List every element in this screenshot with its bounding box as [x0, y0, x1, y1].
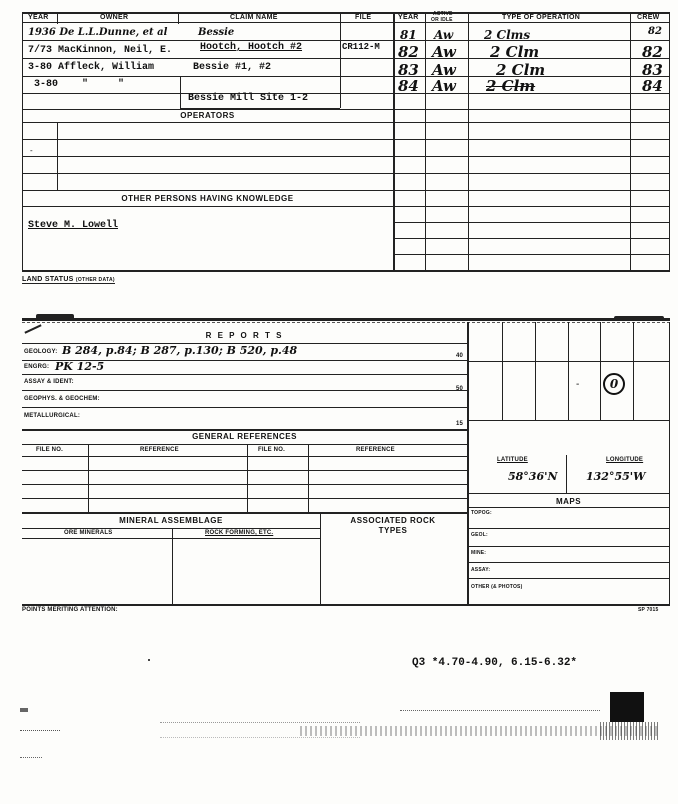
activity-row-3-status: Aw	[432, 61, 456, 79]
latitude-label: LATITUDE	[497, 457, 528, 463]
map-row-topog: TOPOG:	[471, 510, 492, 516]
general-references-label: GENERAL REFERENCES	[192, 432, 297, 441]
claim-row-4-owner: 3-80 " "	[34, 79, 125, 90]
header-crew: CREW	[637, 14, 660, 21]
activity-row-1-crew: 82	[648, 26, 662, 37]
document-page: YEAR OWNER CLAIM NAME FILE YEAR ACTIVE OR IDLE TYPE OF OPERATION CREW 1936 De L.L.Dunne, et al Bessie 7/73 MacKinnon, Neil, E. Hootch, Hootch #2 CR112-M 3-80 Affleck, William Bessie #1, #2 3-80 " " Bessie Mill Site 1-2 81 Aw 2 Clms 82 82 Aw 2 Clm 82 83 Aw 2 Clm 83 84 Aw 2 Clm 84 OPERATORS - OTHER PERSONS HAVING KNOWLEDGE Steve M. Lowell LAND STATUS (OTHER DATA) R E P O R T S GEOLOGY: B 284, p.84; B 287, p.130; B 520, p.48 40 ENGRG: PK 12-5 ASSAY & IDENT: 50 GEOPHYS. & GEOCHEM: METALLURGICAL: 15 GENERAL REFERENCES FILE NO. REFERENCE FILE NO. REFERENCE MINERAL ASSEMBLAGE ORE MINERALS ROCK FORMING, ETC. ASSOCIATED ROCK TYPES POINTS MERITING ATTENTION: SP 7015 - 0 LATITUDE LONGITUDE 58°36'N 132°55'W MAPS TOPOG: GEOL: MINE: ASSAY: OTHER (& PHOTOS) Q3 *4.70-4.90, 6.15-6.32*	[0, 0, 678, 804]
report-engrg-value: PK 12-5	[55, 360, 105, 373]
other-person-name: Steve M. Lowell	[28, 220, 119, 231]
claim-row-2-file: CR112-M	[342, 42, 380, 52]
header-active-idle-top: ACTIVE	[433, 11, 453, 17]
gr-header-file-no-1: FILE NO.	[36, 447, 63, 453]
activity-row-1-year: 81	[400, 28, 417, 42]
activity-row-2-operation: 2 Clm	[490, 43, 540, 61]
longitude-value: 132°55'W	[586, 470, 646, 483]
ore-minerals-label: ORE MINERALS	[64, 530, 113, 536]
report-geology-label: GEOLOGY:	[24, 349, 58, 355]
report-metallurgical-num: 15	[456, 421, 464, 427]
gr-header-reference-2: REFERENCE	[356, 447, 395, 453]
activity-row-3-operation: 2 Clm	[496, 61, 546, 79]
activity-row-2-status: Aw	[432, 43, 456, 61]
grid-dash-mark: -	[576, 379, 580, 390]
reports-title: R E P O R T S	[205, 331, 284, 340]
land-status-sub: (OTHER DATA)	[75, 277, 115, 283]
gr-header-file-no-2: FILE NO.	[258, 447, 285, 453]
report-geophys-label: GEOPHYS. & GEOCHEM:	[24, 396, 100, 402]
activity-row-1-status: Aw	[434, 28, 454, 42]
header-year: YEAR	[28, 14, 49, 21]
longitude-label: LONGITUDE	[606, 457, 644, 463]
activity-row-4-operation: 2 Clm	[486, 77, 536, 95]
points-meriting-attention-label: POINTS MERITING ATTENTION:	[22, 607, 118, 613]
header-year-2: YEAR	[398, 14, 419, 21]
claim-row-1-name: Bessie	[198, 27, 235, 38]
footer-note: Q3 *4.70-4.90, 6.15-6.32*	[412, 657, 578, 669]
report-geology-num: 40	[456, 353, 464, 359]
claim-row-1-owner: 1936 De L.L.Dunne, et al	[28, 27, 168, 38]
claim-row-3-owner: 3-80 Affleck, William	[28, 62, 155, 73]
activity-row-4-crew: 84	[642, 77, 663, 95]
claim-row-3-name: Bessie #1, #2	[193, 62, 272, 73]
associated-rock-types-label: ASSOCIATED ROCK TYPES	[350, 516, 436, 535]
activity-row-2-year: 82	[398, 43, 419, 61]
activity-row-3-year: 83	[398, 61, 419, 79]
map-row-geol: GEOL:	[471, 532, 488, 538]
claim-row-2-owner: 7/73 MacKinnon, Neil, E.	[28, 45, 173, 56]
other-persons-label: OTHER PERSONS HAVING KNOWLEDGE	[121, 194, 294, 203]
activity-row-3-crew: 83	[642, 61, 663, 79]
map-row-assay: ASSAY:	[471, 567, 491, 573]
activity-row-2-crew: 82	[642, 43, 663, 61]
header-file: FILE	[355, 14, 372, 21]
land-status-label	[22, 276, 115, 284]
report-assay-num: 50	[456, 386, 464, 392]
black-registration-mark	[610, 692, 644, 722]
report-assay-label: ASSAY & IDENT:	[24, 379, 74, 385]
header-active-idle-bottom: OR IDLE	[431, 17, 453, 23]
header-claim-name: CLAIM NAME	[230, 14, 278, 21]
grid-circle-mark: 0	[603, 373, 625, 395]
header-type-of-operation: TYPE OF OPERATION	[502, 14, 581, 21]
gr-header-reference-1: REFERENCE	[140, 447, 179, 453]
claim-row-4-name: Bessie Mill Site 1-2	[188, 93, 309, 104]
map-row-mine: MINE:	[471, 550, 487, 556]
report-geology-value: B 284, p.84; B 287, p.130; B 520, p.48	[62, 344, 298, 357]
map-row-other: OTHER (& PHOTOS)	[471, 584, 523, 590]
rock-forming-label: ROCK FORMING, ETC.	[205, 530, 274, 536]
land-status-text: LAND STATUS	[22, 276, 74, 283]
activity-row-1-operation: 2 Clms	[484, 28, 531, 42]
report-engrg-label: ENGRG:	[24, 364, 50, 370]
latitude-value: 58°36'N	[508, 470, 558, 483]
claim-row-2-name: Hootch, Hootch #2	[200, 42, 303, 53]
form-code: SP 7015	[638, 607, 659, 613]
report-metallurgical-label: METALLURGICAL:	[24, 413, 81, 419]
header-owner: OWNER	[100, 14, 129, 21]
operators-label: OPERATORS	[180, 111, 235, 120]
activity-row-4-year: 84	[398, 77, 419, 95]
maps-label: MAPS	[555, 497, 582, 506]
activity-row-4-status: Aw	[432, 77, 456, 95]
mineral-assemblage-label: MINERAL ASSEMBLAGE	[119, 516, 223, 525]
